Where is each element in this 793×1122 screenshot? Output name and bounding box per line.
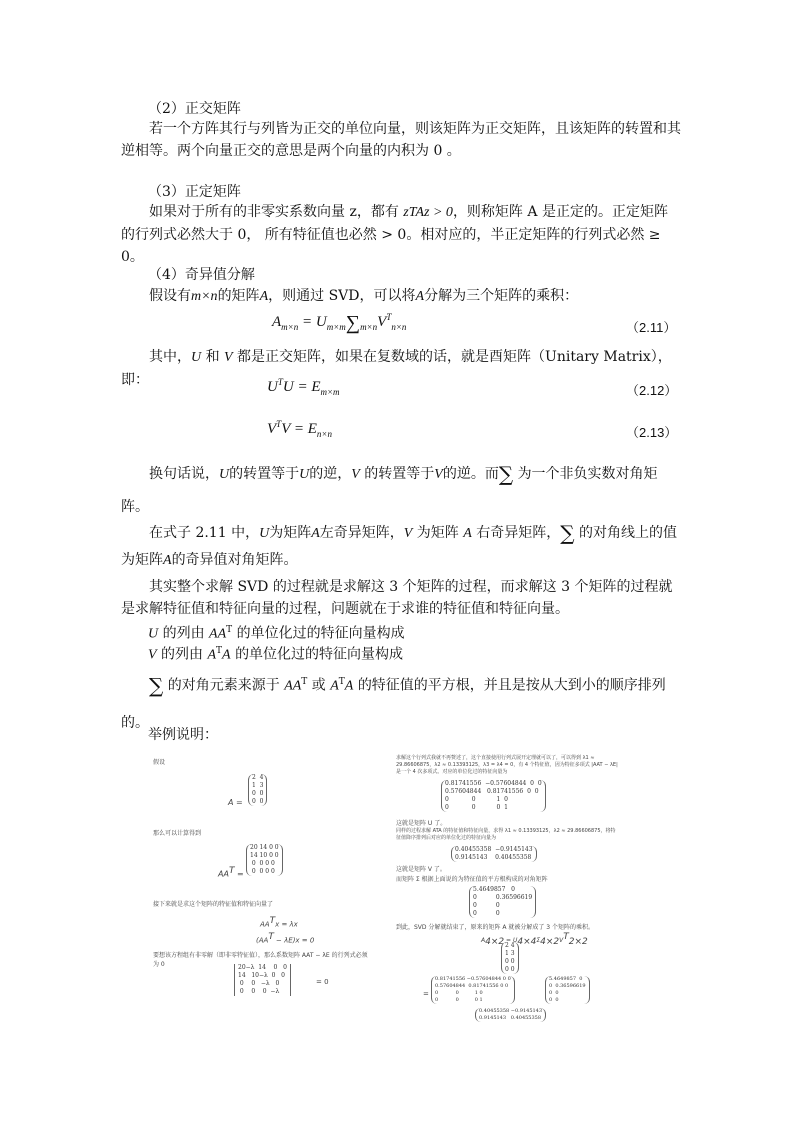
u-columns-line: U 的列由 $AA^T$ 的单位化过的特征向量构成	[148, 625, 405, 642]
example-label: 举例说明：	[148, 727, 218, 743]
equation-2-13: $V^TV = E_{n\times n}$	[267, 419, 332, 439]
section-2-heading: （2）正交矩阵	[148, 101, 241, 117]
example-figure-right: 求解这个行列式我就不再赘述了，这个直接使用行列式展开定理就可以了，可以得到 λ1 ≈ 29.86606875，λ2 ≈ 0.13393125，λ3 = λ4 = 0，有 4 个特征值，因为特征多项式 |AAT − λE| 是一个 4 次多项式。对应的单位化过的特征向量为 0.81741556 −0.57604844 0 0 0.57604844 0.81741556 0 0 0 0 1 0 0 0 0 1 这就是矩阵 U 了。 同样的过程求解 ATA 的特征值和特征向量，求得 λ1 ≈ 0.13393125，λ2 ≈ 29.86606875，将特征值降序排列后对应的单位化过的特征向量为 0.40455358 −0.9145143 0.9145143 0.40455358 这就是矩阵 V 了。 而矩阵 Σ 根据上面说的为特征值的平方根构成的对角矩阵 5.4649857 0 0 0.36596619 0 0 0 0 到此，SVD 分解就结束了，原来的矩阵 A 就被分解成了 3 个矩阵的乘积。 $A_{4\times 2} = U_{4\times 4}\Sigma_{4\times 2}V^T_{2\times 2}$ 2 4 1 3 0 0 0 0 = 0.81741556 −0.57604844 0 0 0.57604844 0.81741556 0 0 0 0 1 0 0 0 0 1 5.4649857 0 0 0.36596619 0 0 0 0 0.40455358 −0.9145143 0.9145143 0.40455358	[393, 752, 623, 1024]
svd-singular-text: 在式子 2.11 中，U为矩阵A左奇异矩阵，V 为矩阵 A 右奇异矩阵，∑ 的对角线上的值为矩阵A的奇异值对角矩阵。	[121, 521, 677, 568]
section-3-heading: （3）正定矩阵	[148, 184, 241, 200]
example-figure-left: 假设 A = 2 4 1 3 0 0 0 0 那么可以计算得到 $AA^T$ = 20 14 0 0 14 10 0 0 0 0 0 0 0 0 0 0 接下来就是求这个矩阵的特征值和特征向量了 $AA^Tx = \lambda x$ $(AA^T - \lambda E)x = 0$ 要想该方程组有非零解（即非零特征值），那么系数矩阵 AAT − λE 的行列式必须为 0 20−λ 14 0 0 14 10−λ 0 0 0 0 −λ 0 0 0 0 −λ = 0	[148, 752, 378, 1024]
section-3-text: 如果对于所有的非零实系数向量 z，都有 zTAz > 0，则称矩阵 A 是正定的。正定矩阵的行列式必然大于 0， 所有特征值也必然 > 0。相对应的，半正定矩阵的行列式必然 ≥ 0。	[121, 204, 668, 265]
v-columns-line: V 的列由 $A^TA$ 的单位化过的特征向量构成	[148, 646, 404, 663]
positive-definite-condition: zTAz > 0	[403, 205, 453, 220]
equation-2-11-number: （2.11）	[626, 320, 677, 335]
equation-2-13-number: （2.13）	[626, 425, 678, 440]
equation-2-12: $U^TU = E_{m\times m}$	[267, 377, 340, 397]
section-4-heading: （4）奇异值分解	[148, 267, 255, 283]
equation-2-12-number: （2.12）	[626, 383, 678, 398]
svd-orthogonal-text: 其中，U 和 V 都是正交矩阵，如果在复数域的话，就是酉矩阵（Unitary Matrix），即：	[121, 349, 672, 388]
svd-transpose-text: 换句话说，U的转置等于U的逆，V 的转置等于V的逆。而∑ 为一个非负实数对角矩阵。	[121, 462, 658, 515]
svd-intro: 假设有m×n的矩阵A，则通过 SVD，可以将A分解为三个矩阵的乘积：	[149, 288, 579, 304]
sigma-diagonal-text: ∑ 的对角元素来源于 $AA^T$ 或 $A^TA$ 的特征值的平方根，并且是按从大到小的顺序排列的。	[121, 673, 666, 731]
equation-2-11: $A_{m\times n} = U_{m\times m}\sum_{m\times n}V^T_{n\times n}$	[272, 312, 407, 334]
svd-process-text: 其实整个求解 SVD 的过程就是求解这 3 个矩阵的过程，而求解这 3 个矩阵的过程就是求解特征值和特征向量的过程，问题就在于求谁的特征值和特征向量。	[121, 579, 673, 617]
section-2-text: 若一个方阵其行与列皆为正交的单位向量，则该矩阵为正交矩阵，且该矩阵的转置和其逆相等。两个向量正交的意思是两个向量的内积为 0 。	[121, 121, 681, 159]
